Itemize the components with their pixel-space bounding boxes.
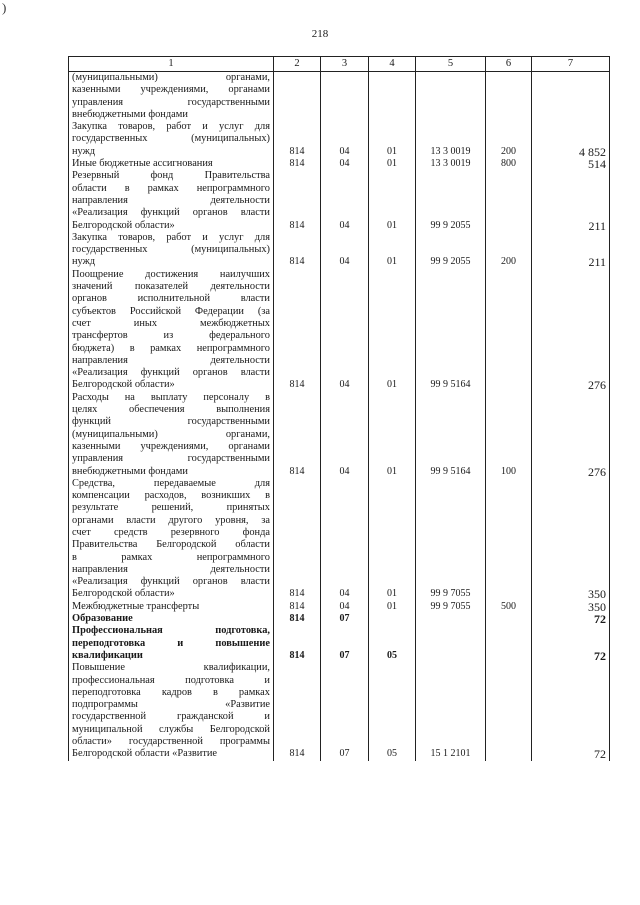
description-line: нужд bbox=[72, 256, 96, 268]
subsection-code bbox=[369, 613, 416, 625]
description-line: Белгородской области» bbox=[72, 588, 175, 600]
description-line: результате решений, принятых bbox=[72, 502, 270, 514]
ministry-code: 814 bbox=[274, 158, 321, 170]
description-line: переподготовка и повышение bbox=[72, 637, 270, 649]
description-line: компенсации расходов, возникших в bbox=[72, 490, 270, 502]
amount: 4 852 bbox=[532, 121, 610, 158]
row-description bbox=[69, 72, 274, 122]
description-line: государственных (муниципальных) bbox=[72, 133, 270, 145]
ministry-code: 814 bbox=[274, 478, 321, 601]
section-code: 04 bbox=[321, 269, 369, 392]
subsection-code bbox=[369, 72, 416, 122]
description-line: «Реализация функций органов власти bbox=[72, 576, 270, 588]
row-description bbox=[69, 170, 274, 231]
amount: 350 bbox=[532, 601, 610, 613]
section-code: 07 bbox=[321, 625, 369, 662]
description-line: внебюджетными фондами bbox=[72, 465, 188, 477]
description-line: счет средств резервного фонда bbox=[72, 526, 270, 538]
section-code: 07 bbox=[321, 662, 369, 760]
description-line: (муниципальными) органами, bbox=[72, 72, 270, 83]
table-row bbox=[69, 625, 610, 662]
description-line: «Реализация функций органов власти bbox=[72, 367, 270, 379]
ministry-code: 814 bbox=[274, 392, 321, 478]
expense-type-code bbox=[486, 662, 532, 760]
subsection-code: 01 bbox=[369, 269, 416, 392]
table-row bbox=[69, 601, 610, 613]
row-description bbox=[69, 392, 274, 478]
section-code: 04 bbox=[321, 478, 369, 601]
section-code bbox=[321, 72, 369, 122]
section-code: 07 bbox=[321, 613, 369, 625]
target-article-code: 13 3 0019 bbox=[416, 121, 486, 158]
description-line: Образование bbox=[72, 613, 133, 625]
description-line: Белгородской области» bbox=[72, 379, 175, 391]
subsection-code: 05 bbox=[369, 625, 416, 662]
section-code: 04 bbox=[321, 392, 369, 478]
description-line: Закупка товаров, работ и услуг для bbox=[72, 121, 270, 133]
section-code: 04 bbox=[321, 158, 369, 170]
description-line: целях обеспечения выполнения bbox=[72, 404, 270, 416]
description-line: Повышение квалификации, bbox=[72, 662, 270, 674]
expense-type-code bbox=[486, 625, 532, 662]
description-line: внебюджетными фондами bbox=[72, 108, 188, 120]
description-line: казенными учреждениями, органами bbox=[72, 440, 270, 452]
subsection-code: 01 bbox=[369, 158, 416, 170]
table-body bbox=[69, 72, 610, 761]
target-article-code: 99 9 7055 bbox=[416, 601, 486, 613]
description-line: (муниципальными) органами, bbox=[72, 428, 270, 440]
description-line: квалификации bbox=[72, 649, 143, 661]
ministry-code: 814 bbox=[274, 662, 321, 760]
row-description bbox=[69, 601, 274, 613]
description-line: органами власти другого уровня, за bbox=[72, 514, 270, 526]
target-article-code bbox=[416, 72, 486, 122]
amount: 211 bbox=[532, 232, 610, 269]
section-code: 04 bbox=[321, 232, 369, 269]
expense-type-code: 100 bbox=[486, 392, 532, 478]
target-article-code: 99 9 7055 bbox=[416, 478, 486, 601]
subsection-code: 01 bbox=[369, 601, 416, 613]
row-description bbox=[69, 613, 274, 625]
table-header-row bbox=[69, 57, 610, 72]
description-line: Средства, передаваемые для bbox=[72, 477, 270, 489]
subsection-code: 01 bbox=[369, 478, 416, 601]
table-row bbox=[69, 478, 610, 601]
description-line: Профессиональная подготовка, bbox=[72, 625, 270, 637]
table-row bbox=[69, 232, 610, 269]
target-article-code: 13 3 0019 bbox=[416, 158, 486, 170]
budget-table bbox=[68, 56, 610, 761]
expense-type-code bbox=[486, 170, 532, 231]
target-article-code: 15 1 2101 bbox=[416, 662, 486, 760]
target-article-code bbox=[416, 613, 486, 625]
description-line: Расходы на выплату персоналу в bbox=[72, 391, 270, 403]
description-line: счет иных межбюджетных bbox=[72, 317, 270, 329]
expense-type-code bbox=[486, 613, 532, 625]
description-line: бюджета) в рамках непрограммного bbox=[72, 342, 270, 354]
section-code: 04 bbox=[321, 601, 369, 613]
description-line: Поощрение достижения наилучших bbox=[72, 268, 270, 280]
description-line: значений показателей деятельности bbox=[72, 281, 270, 293]
description-line: управления государственными bbox=[72, 96, 270, 108]
ministry-code: 814 bbox=[274, 121, 321, 158]
table-row bbox=[69, 613, 610, 625]
target-article-code: 99 9 2055 bbox=[416, 170, 486, 231]
description-line: Иные бюджетные ассигнования bbox=[72, 158, 213, 170]
description-line: Межбюджетные трансферты bbox=[72, 600, 200, 612]
description-line: функций государственными bbox=[72, 416, 270, 428]
amount: 72 bbox=[532, 613, 610, 625]
ministry-code: 814 bbox=[274, 232, 321, 269]
header-cell: 6 bbox=[486, 57, 532, 72]
row-description bbox=[69, 121, 274, 158]
subsection-code: 01 bbox=[369, 232, 416, 269]
row-description bbox=[69, 232, 274, 269]
ministry-code: 814 bbox=[274, 269, 321, 392]
description-line: государственной гражданской и bbox=[72, 711, 270, 723]
ministry-code bbox=[274, 72, 321, 122]
table-row bbox=[69, 72, 610, 122]
expense-type-code: 500 bbox=[486, 601, 532, 613]
subsection-code: 05 bbox=[369, 662, 416, 760]
subsection-code: 01 bbox=[369, 121, 416, 158]
header-cell: 2 bbox=[274, 57, 321, 72]
description-line: Белгородской области» bbox=[72, 219, 175, 231]
description-line: Закупка товаров, работ и услуг для bbox=[72, 231, 270, 243]
amount: 350 bbox=[532, 478, 610, 601]
subsection-code: 01 bbox=[369, 170, 416, 231]
description-line: муниципальной службы Белгородской bbox=[72, 723, 270, 735]
description-line: подпрограммы «Развитие bbox=[72, 699, 270, 711]
table-row bbox=[69, 121, 610, 158]
description-line: государственных (муниципальных) bbox=[72, 244, 270, 256]
header-cell: 7 bbox=[532, 57, 610, 72]
description-line: переподготовка кадров в рамках bbox=[72, 686, 270, 698]
expense-type-code: 800 bbox=[486, 158, 532, 170]
section-code: 04 bbox=[321, 170, 369, 231]
description-line: Резервный фонд Правительства bbox=[72, 170, 270, 182]
amount bbox=[532, 72, 610, 122]
description-line: направления деятельности bbox=[72, 354, 270, 366]
amount: 211 bbox=[532, 170, 610, 231]
description-line: в рамках непрограммного bbox=[72, 551, 270, 563]
row-description bbox=[69, 158, 274, 170]
target-article-code bbox=[416, 625, 486, 662]
description-line: области в рамках непрограммного bbox=[72, 182, 270, 194]
ministry-code: 814 bbox=[274, 601, 321, 613]
row-description bbox=[69, 269, 274, 392]
amount: 514 bbox=[532, 158, 610, 170]
ministry-code: 814 bbox=[274, 613, 321, 625]
header-cell: 4 bbox=[369, 57, 416, 72]
description-line: направления деятельности bbox=[72, 194, 270, 206]
row-description bbox=[69, 662, 274, 760]
description-line: направления деятельности bbox=[72, 563, 270, 575]
description-line: Правительства Белгородской области bbox=[72, 539, 270, 551]
header-cell: 5 bbox=[416, 57, 486, 72]
target-article-code: 99 9 5164 bbox=[416, 392, 486, 478]
section-code: 04 bbox=[321, 121, 369, 158]
amount: 276 bbox=[532, 269, 610, 392]
amount: 72 bbox=[532, 662, 610, 760]
description-line: нужд bbox=[72, 145, 96, 157]
description-line: управления государственными bbox=[72, 453, 270, 465]
description-line: «Реализация функций органов власти bbox=[72, 207, 270, 219]
page-number: 218 bbox=[311, 28, 329, 40]
page-edge-mark: ) bbox=[2, 0, 7, 15]
expense-type-code bbox=[486, 72, 532, 122]
ministry-code: 814 bbox=[274, 625, 321, 662]
table-row bbox=[69, 170, 610, 231]
row-description bbox=[69, 478, 274, 601]
description-line: субъектов Российской Федерации (за bbox=[72, 305, 270, 317]
table-row bbox=[69, 662, 610, 760]
description-line: Белгородской области «Развитие bbox=[72, 748, 218, 760]
table-row bbox=[69, 392, 610, 478]
header-cell: 3 bbox=[321, 57, 369, 72]
target-article-code: 99 9 5164 bbox=[416, 269, 486, 392]
target-article-code: 99 9 2055 bbox=[416, 232, 486, 269]
description-line: области» государственной программы bbox=[72, 736, 270, 748]
description-line: профессиональная подготовка и bbox=[72, 674, 270, 686]
amount: 276 bbox=[532, 392, 610, 478]
expense-type-code bbox=[486, 478, 532, 601]
description-line: казенными учреждениями, органами bbox=[72, 84, 270, 96]
header-cell: 1 bbox=[69, 57, 274, 72]
ministry-code: 814 bbox=[274, 170, 321, 231]
table-row bbox=[69, 269, 610, 392]
expense-type-code: 200 bbox=[486, 232, 532, 269]
amount: 72 bbox=[532, 625, 610, 662]
expense-type-code: 200 bbox=[486, 121, 532, 158]
expense-type-code bbox=[486, 269, 532, 392]
description-line: трансфертов из федерального bbox=[72, 330, 270, 342]
row-description bbox=[69, 625, 274, 662]
description-line: органов исполнительной власти bbox=[72, 293, 270, 305]
subsection-code: 01 bbox=[369, 392, 416, 478]
table-row bbox=[69, 158, 610, 170]
